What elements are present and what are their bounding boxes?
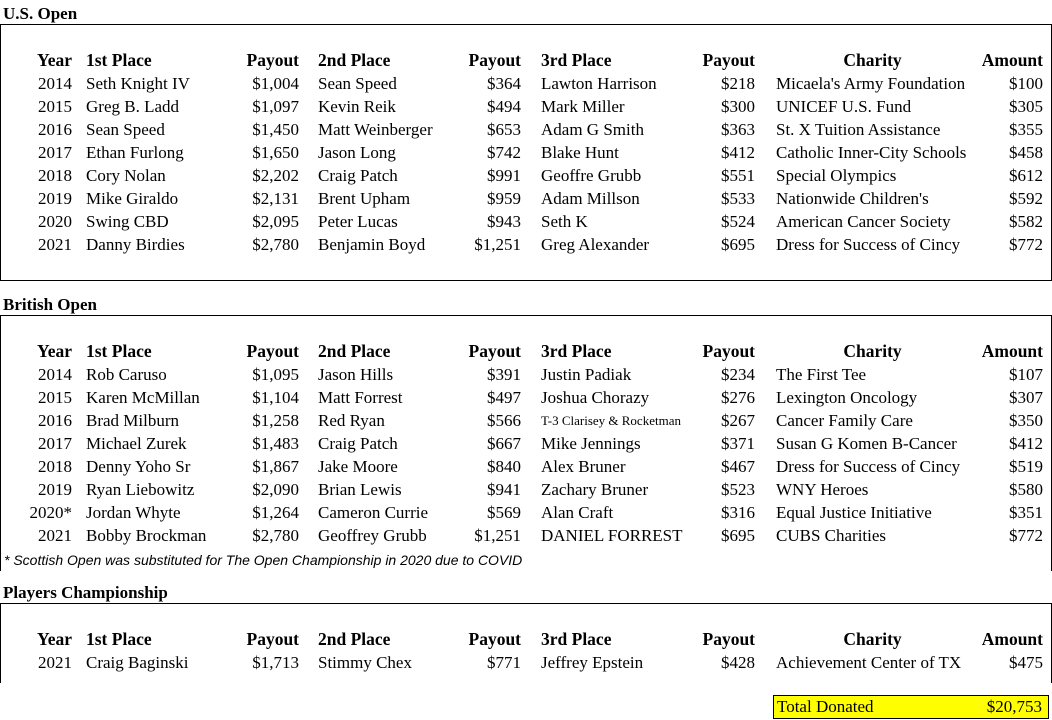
second-place-cell: Jason Long bbox=[318, 143, 396, 162]
table-row bbox=[0, 164, 1052, 187]
amount-cell: $580 bbox=[1009, 480, 1043, 499]
third-place-cell: Joshua Chorazy bbox=[541, 388, 650, 407]
table-row bbox=[0, 95, 1052, 118]
year-cell: 2018 bbox=[38, 457, 72, 476]
first-place-cell: Mike Giraldo bbox=[86, 189, 179, 208]
first-payout-cell: $1,450 bbox=[252, 120, 299, 139]
second-payout-cell: $667 bbox=[487, 434, 521, 453]
table-row bbox=[0, 210, 1052, 233]
charity-cell: American Cancer Society bbox=[776, 212, 951, 231]
column-header-payout3: Payout bbox=[702, 341, 755, 361]
first-payout-cell: $1,264 bbox=[252, 503, 299, 522]
third-place-cell: Adam Millson bbox=[541, 189, 640, 208]
footnote: * Scottish Open was substituted for The Open Championship in 2020 due to COVID bbox=[4, 552, 523, 568]
charity-cell: The First Tee bbox=[776, 365, 867, 384]
second-place-cell: Peter Lucas bbox=[318, 212, 398, 231]
table-row bbox=[0, 478, 1052, 501]
third-place-cell: Blake Hunt bbox=[541, 143, 619, 162]
column-header-second: 2nd Place bbox=[318, 341, 391, 361]
table-row bbox=[0, 187, 1052, 210]
third-payout-cell: $218 bbox=[721, 74, 755, 93]
table-row bbox=[0, 233, 1052, 256]
third-place-cell: Justin Padiak bbox=[541, 365, 632, 384]
table-header-row bbox=[0, 340, 1052, 363]
charity-cell: Dress for Success of Cincy bbox=[776, 235, 961, 254]
first-payout-cell: $1,713 bbox=[252, 653, 299, 672]
third-payout-cell: $363 bbox=[721, 120, 755, 139]
third-place-cell: Mike Jennings bbox=[541, 434, 641, 453]
second-place-cell: Red Ryan bbox=[318, 411, 385, 430]
first-place-cell: Brad Milburn bbox=[86, 411, 180, 430]
third-payout-cell: $267 bbox=[721, 411, 755, 430]
second-payout-cell: $569 bbox=[487, 503, 521, 522]
first-place-cell: Ryan Liebowitz bbox=[86, 480, 195, 499]
first-payout-cell: $2,095 bbox=[252, 212, 299, 231]
total-donated-value: $20,753 bbox=[986, 697, 1042, 716]
year-cell: 2014 bbox=[38, 74, 72, 93]
year-cell: 2020 bbox=[38, 212, 72, 231]
column-header-amount: Amount bbox=[981, 341, 1043, 361]
second-place-cell: Matt Forrest bbox=[318, 388, 403, 407]
first-payout-cell: $2,202 bbox=[252, 166, 299, 185]
first-payout-cell: $1,483 bbox=[252, 434, 299, 453]
table-row bbox=[0, 409, 1052, 432]
table-row bbox=[0, 501, 1052, 524]
first-payout-cell: $1,097 bbox=[252, 97, 299, 116]
table-row bbox=[0, 363, 1052, 386]
column-header-amount: Amount bbox=[981, 50, 1043, 70]
third-place-cell: Lawton Harrison bbox=[541, 74, 657, 93]
third-place-cell: Alex Bruner bbox=[541, 457, 626, 476]
second-place-cell: Craig Patch bbox=[318, 434, 398, 453]
column-header-payout1: Payout bbox=[246, 629, 299, 649]
second-payout-cell: $941 bbox=[487, 480, 521, 499]
second-place-cell: Matt Weinberger bbox=[318, 120, 433, 139]
third-payout-cell: $276 bbox=[721, 388, 755, 407]
year-cell: 2016 bbox=[38, 411, 72, 430]
table-row bbox=[0, 118, 1052, 141]
second-payout-cell: $771 bbox=[487, 653, 521, 672]
section-title-players-championship: Players Championship bbox=[3, 583, 168, 602]
first-payout-cell: $2,780 bbox=[252, 235, 299, 254]
third-place-cell: Zachary Bruner bbox=[541, 480, 649, 499]
first-payout-cell: $2,780 bbox=[252, 526, 299, 545]
third-place-cell: Mark Miller bbox=[541, 97, 625, 116]
amount-cell: $412 bbox=[1009, 434, 1043, 453]
first-place-cell: Sean Speed bbox=[86, 120, 165, 139]
first-place-cell: Cory Nolan bbox=[86, 166, 166, 185]
charity-cell: Achievement Center of TX bbox=[776, 653, 962, 672]
first-place-cell: Karen McMillan bbox=[86, 388, 200, 407]
first-place-cell: Seth Knight IV bbox=[86, 74, 190, 93]
first-payout-cell: $2,090 bbox=[252, 480, 299, 499]
first-place-cell: Ethan Furlong bbox=[86, 143, 184, 162]
total-donated-box bbox=[773, 695, 1049, 719]
year-cell: 2014 bbox=[38, 365, 72, 384]
amount-cell: $107 bbox=[1009, 365, 1043, 384]
year-cell: 2021 bbox=[38, 235, 72, 254]
third-payout-cell: $533 bbox=[721, 189, 755, 208]
section-title-us-open: U.S. Open bbox=[3, 4, 78, 23]
amount-cell: $458 bbox=[1009, 143, 1043, 162]
first-place-cell: Jordan Whyte bbox=[86, 503, 181, 522]
first-place-cell: Denny Yoho Sr bbox=[86, 457, 191, 476]
third-payout-cell: $428 bbox=[721, 653, 755, 672]
first-payout-cell: $1,095 bbox=[252, 365, 299, 384]
amount-cell: $612 bbox=[1009, 166, 1043, 185]
amount-cell: $305 bbox=[1009, 97, 1043, 116]
second-place-cell: Kevin Reik bbox=[318, 97, 396, 116]
second-place-cell: Craig Patch bbox=[318, 166, 398, 185]
second-place-cell: Jake Moore bbox=[318, 457, 398, 476]
second-payout-cell: $1,251 bbox=[474, 235, 521, 254]
column-header-charity: Charity bbox=[843, 341, 902, 361]
column-header-year: Year bbox=[37, 629, 72, 649]
third-payout-cell: $524 bbox=[721, 212, 755, 231]
column-header-payout1: Payout bbox=[246, 50, 299, 70]
second-place-cell: Stimmy Chex bbox=[318, 653, 412, 672]
second-payout-cell: $1,251 bbox=[474, 526, 521, 545]
first-payout-cell: $1,258 bbox=[252, 411, 299, 430]
table-row bbox=[0, 524, 1052, 547]
first-payout-cell: $1,104 bbox=[252, 388, 299, 407]
amount-cell: $592 bbox=[1009, 189, 1043, 208]
column-header-payout3: Payout bbox=[702, 629, 755, 649]
column-header-payout1: Payout bbox=[246, 341, 299, 361]
table-row bbox=[0, 651, 1052, 674]
charity-cell: Equal Justice Initiative bbox=[776, 503, 932, 522]
third-payout-cell: $551 bbox=[721, 166, 755, 185]
second-payout-cell: $991 bbox=[487, 166, 521, 185]
table-row bbox=[0, 141, 1052, 164]
charity-cell: CUBS Charities bbox=[776, 526, 887, 545]
year-cell: 2019 bbox=[38, 189, 72, 208]
table-row bbox=[0, 432, 1052, 455]
amount-cell: $351 bbox=[1009, 503, 1043, 522]
total-donated-label: Total Donated bbox=[777, 697, 874, 716]
charity-cell: St. X Tuition Assistance bbox=[776, 120, 941, 139]
table-row bbox=[0, 386, 1052, 409]
amount-cell: $100 bbox=[1009, 74, 1043, 93]
third-payout-cell: $695 bbox=[721, 235, 755, 254]
third-place-cell: Geoffre Grubb bbox=[541, 166, 642, 185]
third-payout-cell: $300 bbox=[721, 97, 755, 116]
first-payout-cell: $1,004 bbox=[252, 74, 299, 93]
second-payout-cell: $840 bbox=[487, 457, 521, 476]
charity-cell: Micaela's Army Foundation bbox=[776, 74, 966, 93]
column-header-payout3: Payout bbox=[702, 50, 755, 70]
first-place-cell: Michael Zurek bbox=[86, 434, 187, 453]
section-title-british-open: British Open bbox=[3, 295, 97, 314]
second-place-cell: Cameron Currie bbox=[318, 503, 428, 522]
second-place-cell: Brian Lewis bbox=[318, 480, 402, 499]
third-payout-cell: $371 bbox=[721, 434, 755, 453]
third-place-cell: DANIEL FORREST bbox=[541, 526, 683, 545]
year-cell: 2019 bbox=[38, 480, 72, 499]
charity-cell: Special Olympics bbox=[776, 166, 897, 185]
column-header-payout2: Payout bbox=[468, 341, 521, 361]
second-place-cell: Geoffrey Grubb bbox=[318, 526, 427, 545]
year-cell: 2021 bbox=[38, 526, 72, 545]
charity-cell: Dress for Success of Cincy bbox=[776, 457, 961, 476]
second-payout-cell: $494 bbox=[487, 97, 521, 116]
third-payout-cell: $523 bbox=[721, 480, 755, 499]
second-payout-cell: $391 bbox=[487, 365, 521, 384]
third-payout-cell: $316 bbox=[721, 503, 755, 522]
year-cell: 2020* bbox=[29, 503, 72, 522]
first-place-cell: Craig Baginski bbox=[86, 653, 189, 672]
year-cell: 2018 bbox=[38, 166, 72, 185]
charity-cell: UNICEF U.S. Fund bbox=[776, 97, 912, 116]
year-cell: 2015 bbox=[38, 388, 72, 407]
third-place-cell: Greg Alexander bbox=[541, 235, 650, 254]
column-header-first: 1st Place bbox=[86, 50, 152, 70]
table-header-row bbox=[0, 49, 1052, 72]
charity-cell: Lexington Oncology bbox=[776, 388, 918, 407]
third-place-cell: Alan Craft bbox=[541, 503, 614, 522]
column-header-amount: Amount bbox=[981, 629, 1043, 649]
amount-cell: $350 bbox=[1009, 411, 1043, 430]
second-place-cell: Sean Speed bbox=[318, 74, 397, 93]
column-header-year: Year bbox=[37, 341, 72, 361]
first-place-cell: Bobby Brockman bbox=[86, 526, 207, 545]
third-place-cell: T-3 Clarisey & Rocketman bbox=[541, 413, 681, 428]
year-cell: 2017 bbox=[38, 143, 72, 162]
amount-cell: $475 bbox=[1009, 653, 1043, 672]
column-header-payout2: Payout bbox=[468, 629, 521, 649]
charity-cell: Cancer Family Care bbox=[776, 411, 913, 430]
third-payout-cell: $412 bbox=[721, 143, 755, 162]
column-header-year: Year bbox=[37, 50, 72, 70]
amount-cell: $519 bbox=[1009, 457, 1043, 476]
charity-cell: Susan G Komen B-Cancer bbox=[776, 434, 957, 453]
second-payout-cell: $943 bbox=[487, 212, 521, 231]
first-place-cell: Swing CBD bbox=[86, 212, 169, 231]
column-header-charity: Charity bbox=[843, 629, 902, 649]
first-payout-cell: $1,650 bbox=[252, 143, 299, 162]
first-payout-cell: $1,867 bbox=[252, 457, 299, 476]
second-place-cell: Brent Upham bbox=[318, 189, 411, 208]
amount-cell: $307 bbox=[1009, 388, 1043, 407]
charity-cell: Nationwide Children's bbox=[776, 189, 929, 208]
column-header-first: 1st Place bbox=[86, 629, 152, 649]
year-cell: 2016 bbox=[38, 120, 72, 139]
column-header-second: 2nd Place bbox=[318, 50, 391, 70]
amount-cell: $582 bbox=[1009, 212, 1043, 231]
third-payout-cell: $234 bbox=[721, 365, 755, 384]
table-row bbox=[0, 455, 1052, 478]
column-header-second: 2nd Place bbox=[318, 629, 391, 649]
table-header-row bbox=[0, 628, 1052, 651]
first-place-cell: Greg B. Ladd bbox=[86, 97, 180, 116]
column-header-first: 1st Place bbox=[86, 341, 152, 361]
table-row bbox=[0, 72, 1052, 95]
second-payout-cell: $653 bbox=[487, 120, 521, 139]
column-header-third: 3rd Place bbox=[541, 341, 612, 361]
charity-cell: Catholic Inner-City Schools bbox=[776, 143, 967, 162]
second-payout-cell: $364 bbox=[487, 74, 521, 93]
column-header-payout2: Payout bbox=[468, 50, 521, 70]
year-cell: 2021 bbox=[38, 653, 72, 672]
second-payout-cell: $959 bbox=[487, 189, 521, 208]
first-payout-cell: $2,131 bbox=[252, 189, 299, 208]
third-payout-cell: $695 bbox=[721, 526, 755, 545]
column-header-third: 3rd Place bbox=[541, 629, 612, 649]
first-place-cell: Rob Caruso bbox=[86, 365, 167, 384]
second-place-cell: Benjamin Boyd bbox=[318, 235, 426, 254]
third-place-cell: Adam G Smith bbox=[541, 120, 644, 139]
charity-cell: WNY Heroes bbox=[776, 480, 869, 499]
first-place-cell: Danny Birdies bbox=[86, 235, 185, 254]
amount-cell: $772 bbox=[1009, 526, 1043, 545]
second-payout-cell: $497 bbox=[487, 388, 521, 407]
third-place-cell: Jeffrey Epstein bbox=[541, 653, 644, 672]
column-header-third: 3rd Place bbox=[541, 50, 612, 70]
amount-cell: $355 bbox=[1009, 120, 1043, 139]
year-cell: 2017 bbox=[38, 434, 72, 453]
year-cell: 2015 bbox=[38, 97, 72, 116]
second-payout-cell: $566 bbox=[487, 411, 521, 430]
third-payout-cell: $467 bbox=[721, 457, 755, 476]
column-header-charity: Charity bbox=[843, 50, 902, 70]
amount-cell: $772 bbox=[1009, 235, 1043, 254]
second-place-cell: Jason Hills bbox=[318, 365, 394, 384]
second-payout-cell: $742 bbox=[487, 143, 521, 162]
third-place-cell: Seth K bbox=[541, 212, 588, 231]
